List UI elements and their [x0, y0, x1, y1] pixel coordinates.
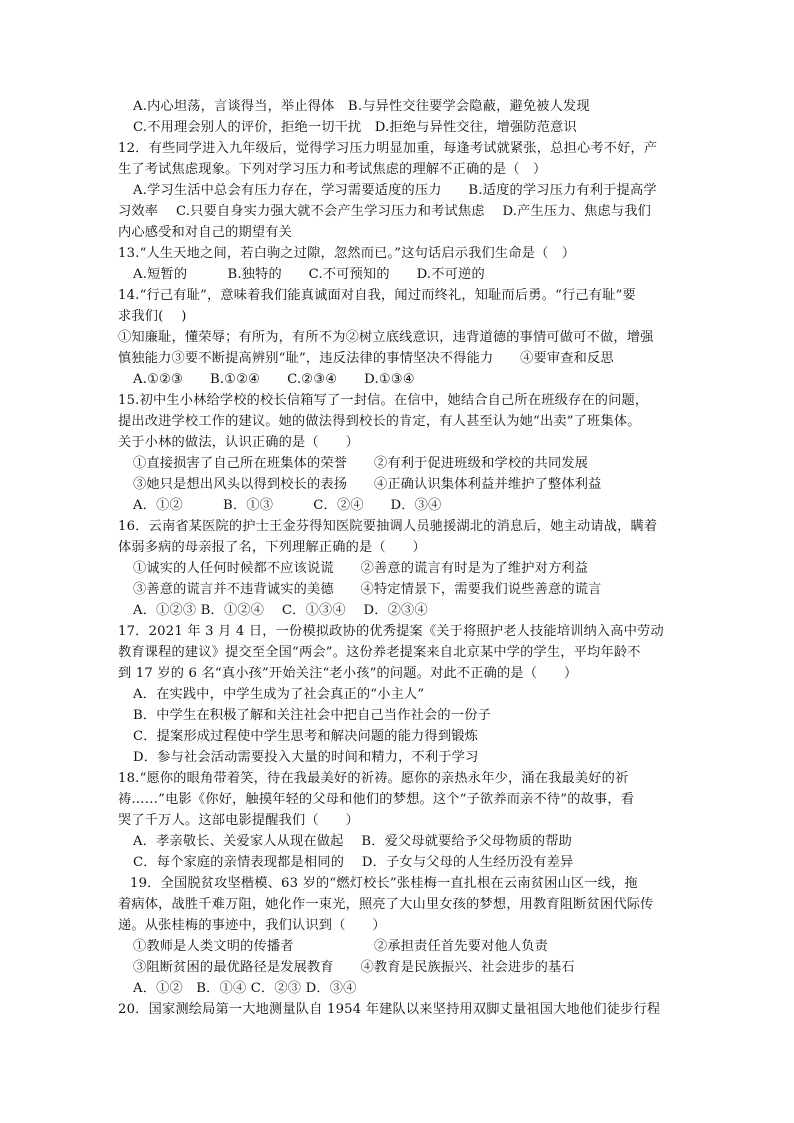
- q19-options: A．①② B．①④ C．②③ D．③④: [133, 981, 357, 996]
- q14-statements: ①知廉耻，懂荣辱；有所为，有所不为②树立底线意识，违背道德的事情可做可不做，增强: [118, 330, 654, 345]
- q18-options-cd: C．每个家庭的亲情表现都是相同的 D．子女与父母的人生经历没有差异: [133, 855, 574, 870]
- q17-stem-cont: 到 17 岁的 6 名“真小孩”开始关注“老小孩”的问题。对此不正确的是（ ）: [118, 666, 578, 681]
- q15-options: A．①② B．①③ C．②④ D．③④: [133, 498, 442, 513]
- q19-statements: ①教师是人类文明的传播者 ②承担责任首先要对他人负责: [133, 939, 549, 954]
- q19-stem-cont: 着病体，战胜千难万阻，她化作一束光，照亮了大山里女孩的梦想，用教育阻断贫困代际传: [118, 897, 654, 912]
- q15-stem-cont: 提出改进学校工作的建议。她的做法得到校长的肯定，有人甚至认为她“出卖”了班集体。: [118, 414, 641, 429]
- q15-statements: ③她只是想出风头以得到校长的表扬 ④正确认识集体利益并维护了整体利益: [133, 477, 602, 492]
- q17-option-a: A．在实践中，中学生成为了社会真正的“小主人”: [133, 687, 425, 702]
- q18-options-ab: A．孝亲敬长、关爱家人从现在做起 B．爱父母就要给予父母物质的帮助: [133, 834, 573, 849]
- q12-stem: 12．有些同学进入九年级后，觉得学习压力明显加重，每逢考试就紧张，总担心考不好，产: [118, 141, 658, 156]
- q16-stem-cont: 体弱多病的母亲报了名，下列理解正确的是（ ）: [118, 540, 426, 555]
- q11-options-cd: C.不用理会别人的评价，拒绝一切干扰 D.拒绝与异性交往，增强防范意识: [133, 120, 577, 135]
- q19-stem-cont: 递。从张桂梅的事迹中，我们认识到（ ）: [118, 918, 386, 933]
- q17-stem: 17．2021 年 3 月 4 日，一份模拟政协的优秀提案《关于将照护老人技能培训纳入高中劳动: [118, 624, 664, 639]
- q20-stem: 20．国家测绘局第一大地测量队自 1954 年建队以来坚持用双脚丈量祖国大地他们徒步行程: [118, 1002, 661, 1017]
- q18-stem: 18.“愿你的眼角带着笑，待在我最美好的祈祷。愿你的亲热永年少，涌在我最美好的祈: [118, 771, 629, 786]
- q17-option-d: D．参与社会活动需要投入大量的时间和精力，不利于学习: [133, 750, 479, 765]
- q17-option-b: B．中学生在积极了解和关注社会中把自己当作社会的一份子: [133, 708, 491, 723]
- q17-stem-cont: 教育课程的建议》提交至全国“两会”。这份养老提案来自北京某中学的学生，平均年龄不: [118, 645, 641, 660]
- q16-stem: 16．云南省某医院的护士王金芬得知医院要抽调人员驰援湖北的消息后，她主动请战，瞒着: [118, 519, 658, 534]
- q15-statements: ①直接损害了自己所在班集体的荣誉 ②有利于促进班级和学校的共同发展: [133, 456, 589, 471]
- q12-options-cont: 习效率 C.只要自身实力强大就不会产生学习压力和考试焦虑 D.产生压力、焦虑与我们: [118, 204, 652, 219]
- q13-stem: 13.“人生天地之间，若白驹之过隙，忽然而已。”这句话启示我们生命是（ ）: [118, 246, 576, 261]
- q15-stem-cont: 关于小林的做法，认识正确的是（ ）: [118, 435, 359, 450]
- q12-options: A.学习生活中总会有压力存在，学习需要适度的压力 B.适度的学习压力有利于提高学: [133, 183, 657, 198]
- q15-stem: 15.初中生小林给学校的校长信箱写了一封信。在信中，她结合自己所在班级存在的问题，: [118, 393, 649, 408]
- q14-stem: 14.“行己有耻”，意味着我们能真诚面对自我，闻过而终礼，知耻而后勇。“行己有耻”要: [118, 288, 636, 303]
- q17-option-c: C．提案形成过程使中学生思考和解决问题的能力得到锻炼: [133, 729, 478, 744]
- q14-statements-cont: 慎独能力③要不断提高辨别“耻”，违反法律的事情坚决不得能力 ④要审查和反思: [118, 351, 614, 366]
- q19-stem: 19．全国脱贫攻坚楷模、63 岁的“燃灯校长”张桂梅一直扎根在云南贫困山区一线，拖: [130, 876, 638, 891]
- q16-statements: ③善意的谎言并不违背诚实的美德 ④特定情景下，需要我们说些善意的谎言: [133, 582, 602, 597]
- q13-options: A.短暂的 B.独特的 C.不可预知的 D.不可逆的: [133, 267, 485, 282]
- q12-options-cont: 内心感受和对自己的期望有关: [118, 225, 293, 240]
- q11-options-ab: A.内心坦荡，言谈得当，举止得体 B.与异性交往要学会隐蔽，避免被人发现: [133, 99, 590, 114]
- q18-stem-cont: 哭了千万人。这部电影提醒我们（ ）: [118, 813, 359, 828]
- q18-stem-cont: 祷……”电影《你好，触摸年轻的父母和他们的梦想。这个“子欲养而亲不待”的故事，看: [118, 792, 635, 807]
- q12-stem-cont: 生了考试焦虑现象。下列对学习压力和考试焦虑的理解不正确的是（ ）: [118, 162, 547, 177]
- q16-statements: ①诚实的人任何时候都不应该说谎 ②善意的谎言有时是为了维护对方利益: [133, 561, 589, 576]
- q16-options: A．①②③ B．①②④ C．①③④ D．②③④: [133, 603, 428, 618]
- q19-statements: ③阻断贫困的最优路径是发展教育 ④教育是民族振兴、社会进步的基石: [133, 960, 575, 975]
- q14-stem-cont: 求我们( ): [118, 309, 187, 324]
- q14-options: A.①②③ B.①②④ C.②③④ D.①③④: [133, 372, 415, 387]
